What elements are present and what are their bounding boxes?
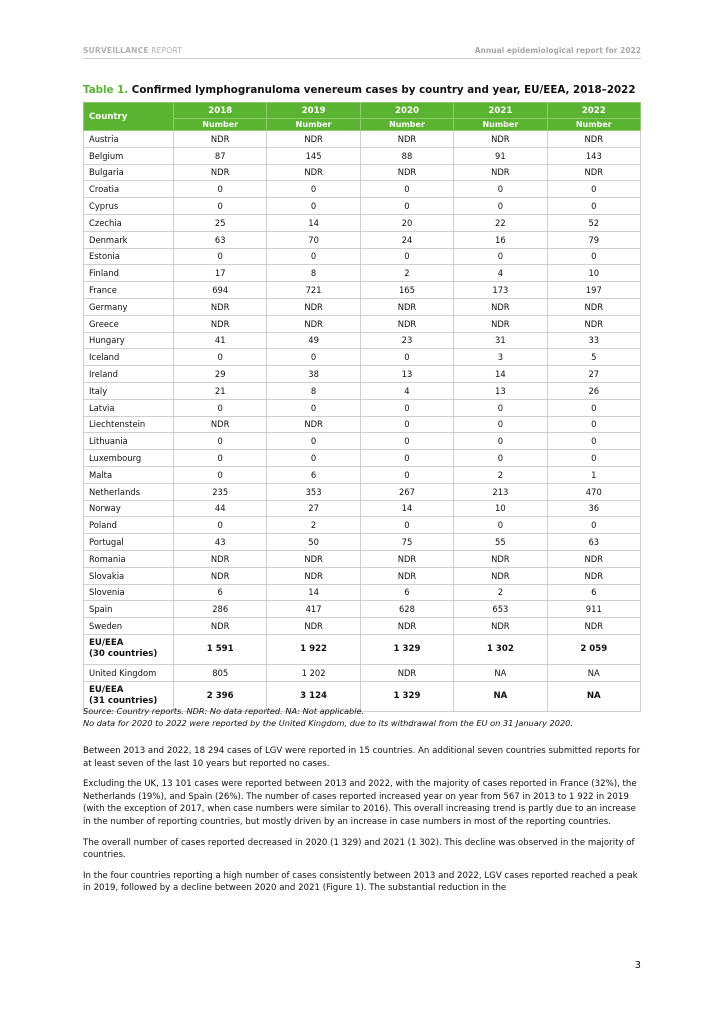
value-cell: 10 — [454, 500, 547, 517]
total-label-line: (30 countries) — [89, 649, 158, 660]
country-cell: United Kingdom — [84, 664, 174, 681]
paragraph: The overall number of cases reported decreased in 2020 (1 329) and 2021 (1 302). This decline was observed in the majority of countries. — [83, 837, 635, 861]
table-row — [84, 567, 641, 584]
value-cell: 286 — [174, 601, 267, 618]
country-cell: Slovakia — [84, 567, 174, 584]
total-label-line: (31 countries) — [89, 696, 158, 707]
value-cell: 0 — [174, 433, 267, 450]
table-row — [84, 450, 641, 467]
value-cell: 0 — [454, 450, 547, 467]
body-text — [83, 745, 643, 903]
table-notes — [83, 705, 573, 729]
paragraph: Between 2013 and 2022, 18 294 cases of LGV were reported in 15 countries. An additional seven countries submitted reports for at least seven of the last 10 years but reported no cases. — [83, 746, 641, 769]
value-cell: NDR — [547, 164, 640, 181]
table-caption — [83, 84, 636, 96]
value-cell: 29 — [174, 366, 267, 383]
table-row — [84, 664, 641, 681]
value-cell: 33 — [547, 332, 640, 349]
country-cell: Liechtenstein — [84, 416, 174, 433]
value-cell: 1 591 — [174, 634, 267, 664]
value-cell: 2 — [360, 265, 453, 282]
value-cell: NDR — [267, 131, 360, 148]
value-cell: 0 — [174, 349, 267, 366]
value-cell: 6 — [174, 584, 267, 601]
value-cell: 0 — [454, 181, 547, 198]
col-header-year: 2018 — [174, 103, 267, 119]
value-cell: 14 — [267, 214, 360, 231]
value-cell: 0 — [360, 181, 453, 198]
header-series — [83, 46, 182, 55]
table-row — [84, 366, 641, 383]
value-cell: 0 — [267, 248, 360, 265]
table-row — [84, 601, 641, 618]
value-cell: 0 — [267, 399, 360, 416]
value-cell: 63 — [547, 534, 640, 551]
value-cell: 353 — [267, 483, 360, 500]
value-cell: NDR — [454, 131, 547, 148]
table-row — [84, 517, 641, 534]
country-cell: Hungary — [84, 332, 174, 349]
country-cell: Estonia — [84, 248, 174, 265]
value-cell: NDR — [547, 315, 640, 332]
value-cell: 0 — [360, 198, 453, 215]
value-cell: 13 — [454, 382, 547, 399]
value-cell: NDR — [174, 618, 267, 635]
value-cell: 470 — [547, 483, 640, 500]
value-cell: 0 — [174, 517, 267, 534]
value-cell: NDR — [547, 550, 640, 567]
value-cell: 173 — [454, 282, 547, 299]
col-subheader-number: Number — [454, 119, 547, 131]
value-cell: NA — [454, 681, 547, 711]
value-cell: NDR — [547, 131, 640, 148]
value-cell: 87 — [174, 147, 267, 164]
value-cell: 41 — [174, 332, 267, 349]
country-cell: Netherlands — [84, 483, 174, 500]
table-caption-label: Table 1. — [83, 84, 129, 96]
paragraph: In the four countries reporting a high number of cases consistently between 2013 and 2022, LGV cases reported reached a peak in 2019, followed by a decline between 2020 and 2021 (Figure 1). The substantial reduction in the — [83, 870, 638, 894]
value-cell: 165 — [360, 282, 453, 299]
value-cell: 14 — [360, 500, 453, 517]
table-row — [84, 181, 641, 198]
value-cell: 694 — [174, 282, 267, 299]
value-cell: 2 — [454, 466, 547, 483]
value-cell: NDR — [267, 298, 360, 315]
country-cell: Germany — [84, 298, 174, 315]
table-row — [84, 147, 641, 164]
country-cell: Czechia — [84, 214, 174, 231]
header-series-rest: REPORT — [151, 46, 183, 55]
value-cell: 75 — [360, 534, 453, 551]
value-cell: NDR — [267, 550, 360, 567]
country-cell: France — [84, 282, 174, 299]
country-cell — [84, 634, 174, 664]
value-cell: 6 — [267, 466, 360, 483]
value-cell: 0 — [360, 466, 453, 483]
value-cell: NDR — [267, 315, 360, 332]
value-cell: 10 — [547, 265, 640, 282]
value-cell: 1 302 — [454, 634, 547, 664]
total-label-line: EU/EEA — [89, 638, 124, 649]
table-row — [84, 618, 641, 635]
value-cell: 0 — [547, 248, 640, 265]
country-cell: Malta — [84, 466, 174, 483]
value-cell: 0 — [174, 466, 267, 483]
value-cell: 197 — [547, 282, 640, 299]
value-cell: NDR — [360, 618, 453, 635]
value-cell: 0 — [454, 517, 547, 534]
value-cell: 0 — [267, 198, 360, 215]
value-cell: 27 — [267, 500, 360, 517]
lgv-cases-table — [83, 102, 641, 712]
value-cell: NDR — [547, 298, 640, 315]
table-row — [84, 500, 641, 517]
value-cell: 21 — [174, 382, 267, 399]
value-cell: 0 — [174, 248, 267, 265]
value-cell: 0 — [454, 433, 547, 450]
header-report-title: Annual epidemiological report for 2022 — [474, 46, 641, 55]
header-series-bold: SURVEILLANCE — [83, 46, 149, 55]
value-cell: 14 — [454, 366, 547, 383]
value-cell: 22 — [454, 214, 547, 231]
value-cell: 0 — [547, 198, 640, 215]
table-row — [84, 231, 641, 248]
country-cell: Portugal — [84, 534, 174, 551]
page-number: 3 — [634, 960, 641, 971]
table-body — [84, 131, 641, 712]
value-cell: 0 — [454, 198, 547, 215]
value-cell: 0 — [547, 450, 640, 467]
value-cell: 1 — [547, 466, 640, 483]
table-row — [84, 483, 641, 500]
col-header-year: 2020 — [360, 103, 453, 119]
table-row — [84, 634, 641, 664]
value-cell: 0 — [547, 416, 640, 433]
value-cell: 805 — [174, 664, 267, 681]
value-cell: 50 — [267, 534, 360, 551]
value-cell: 70 — [267, 231, 360, 248]
value-cell: 0 — [360, 433, 453, 450]
value-cell: 4 — [360, 382, 453, 399]
value-cell: NDR — [174, 131, 267, 148]
country-cell: Lithuania — [84, 433, 174, 450]
country-cell: Austria — [84, 131, 174, 148]
country-cell: Luxembourg — [84, 450, 174, 467]
value-cell: 0 — [454, 248, 547, 265]
table-row — [84, 584, 641, 601]
value-cell: 4 — [454, 265, 547, 282]
value-cell: 213 — [454, 483, 547, 500]
table-row — [84, 433, 641, 450]
running-header — [83, 46, 641, 59]
value-cell: NDR — [454, 567, 547, 584]
value-cell: 17 — [174, 265, 267, 282]
country-cell: Slovenia — [84, 584, 174, 601]
table-row — [84, 164, 641, 181]
country-cell: Sweden — [84, 618, 174, 635]
table-row — [84, 466, 641, 483]
value-cell: NA — [454, 664, 547, 681]
country-cell: Romania — [84, 550, 174, 567]
value-cell: 1 329 — [360, 681, 453, 711]
value-cell: 88 — [360, 147, 453, 164]
value-cell: 24 — [360, 231, 453, 248]
value-cell: 36 — [547, 500, 640, 517]
col-header-country: Country — [84, 103, 174, 131]
value-cell: 79 — [547, 231, 640, 248]
value-cell: 5 — [547, 349, 640, 366]
value-cell: 0 — [174, 181, 267, 198]
value-cell: 49 — [267, 332, 360, 349]
value-cell: 0 — [267, 181, 360, 198]
country-cell: Spain — [84, 601, 174, 618]
table-row — [84, 534, 641, 551]
country-cell: Italy — [84, 382, 174, 399]
country-cell: Ireland — [84, 366, 174, 383]
value-cell: 1 329 — [360, 634, 453, 664]
value-cell: 14 — [267, 584, 360, 601]
value-cell: 0 — [267, 433, 360, 450]
value-cell: 0 — [360, 517, 453, 534]
value-cell: 43 — [174, 534, 267, 551]
country-cell: Croatia — [84, 181, 174, 198]
value-cell: 2 059 — [547, 634, 640, 664]
value-cell: NDR — [360, 315, 453, 332]
value-cell: NDR — [547, 618, 640, 635]
country-cell: Iceland — [84, 349, 174, 366]
value-cell: 0 — [547, 517, 640, 534]
value-cell: 0 — [360, 416, 453, 433]
value-cell: NDR — [174, 567, 267, 584]
table-row — [84, 332, 641, 349]
table-row — [84, 550, 641, 567]
country-cell: Latvia — [84, 399, 174, 416]
value-cell: 0 — [360, 248, 453, 265]
col-subheader-number: Number — [174, 119, 267, 131]
value-cell: 26 — [547, 382, 640, 399]
value-cell: 235 — [174, 483, 267, 500]
table-row — [84, 214, 641, 231]
table-row — [84, 349, 641, 366]
col-subheader-number: Number — [360, 119, 453, 131]
country-cell: Cyprus — [84, 198, 174, 215]
value-cell: NDR — [174, 416, 267, 433]
value-cell: 31 — [454, 332, 547, 349]
value-cell: NDR — [267, 567, 360, 584]
value-cell: 55 — [454, 534, 547, 551]
paragraph: Excluding the UK, 13 101 cases were reported between 2013 and 2022, with the majority of cases reported in France (32%), the Netherlands (19%), and Spain (26%). The number of cases reported increased year on year from 567 in 2013 to 1 922 in 2019 (with the exception of 2017, when case numbers were similar to 2016). This overall increasing trend is partly due to an increase in the number of reporting countries, but mostly driven by an increase in case numbers in most of the reporting countries. — [83, 779, 637, 827]
total-label-line: EU/EEA — [89, 685, 124, 696]
value-cell: 911 — [547, 601, 640, 618]
country-cell: Greece — [84, 315, 174, 332]
value-cell: 13 — [360, 366, 453, 383]
value-cell: 0 — [174, 198, 267, 215]
value-cell: 0 — [174, 450, 267, 467]
value-cell: 0 — [174, 399, 267, 416]
table-note-source: Source: Country reports. NDR: No data reported. NA: Not applicable. — [83, 706, 365, 716]
value-cell: NDR — [454, 164, 547, 181]
value-cell: 0 — [267, 450, 360, 467]
value-cell: NDR — [360, 131, 453, 148]
value-cell: 52 — [547, 214, 640, 231]
value-cell: 44 — [174, 500, 267, 517]
value-cell: 2 396 — [174, 681, 267, 711]
value-cell: 23 — [360, 332, 453, 349]
table-row — [84, 298, 641, 315]
value-cell: NDR — [267, 416, 360, 433]
value-cell: 1 922 — [267, 634, 360, 664]
value-cell: 91 — [454, 147, 547, 164]
table-row — [84, 382, 641, 399]
value-cell: 0 — [547, 399, 640, 416]
value-cell: 417 — [267, 601, 360, 618]
col-subheader-number: Number — [267, 119, 360, 131]
value-cell: NDR — [360, 550, 453, 567]
value-cell: NDR — [547, 567, 640, 584]
value-cell: NDR — [174, 550, 267, 567]
value-cell: 0 — [360, 450, 453, 467]
value-cell: NDR — [454, 315, 547, 332]
value-cell: NDR — [454, 298, 547, 315]
value-cell: NDR — [174, 164, 267, 181]
value-cell: 6 — [360, 584, 453, 601]
table-note-uk: No data for 2020 to 2022 were reported by the United Kingdom, due to its withdrawal from the EU on 31 January 2020. — [83, 718, 573, 728]
table-row — [84, 282, 641, 299]
value-cell: NDR — [360, 664, 453, 681]
value-cell: 2 — [267, 517, 360, 534]
value-cell: NDR — [360, 567, 453, 584]
value-cell: NDR — [454, 550, 547, 567]
country-cell: Finland — [84, 265, 174, 282]
value-cell: 3 124 — [267, 681, 360, 711]
value-cell: 20 — [360, 214, 453, 231]
value-cell: 143 — [547, 147, 640, 164]
table-row — [84, 416, 641, 433]
value-cell: 0 — [547, 181, 640, 198]
value-cell: 16 — [454, 231, 547, 248]
value-cell: NDR — [174, 298, 267, 315]
value-cell: NDR — [267, 618, 360, 635]
table-row — [84, 198, 641, 215]
col-header-year: 2021 — [454, 103, 547, 119]
value-cell: 0 — [267, 349, 360, 366]
country-cell: Denmark — [84, 231, 174, 248]
value-cell: 0 — [547, 433, 640, 450]
country-cell: Bulgaria — [84, 164, 174, 181]
col-subheader-number: Number — [547, 119, 640, 131]
value-cell: NDR — [267, 164, 360, 181]
value-cell: 267 — [360, 483, 453, 500]
value-cell: 145 — [267, 147, 360, 164]
value-cell: 0 — [454, 399, 547, 416]
value-cell: NA — [547, 664, 640, 681]
value-cell: 8 — [267, 265, 360, 282]
country-cell: Norway — [84, 500, 174, 517]
table-row — [84, 399, 641, 416]
value-cell: 1 202 — [267, 664, 360, 681]
value-cell: 27 — [547, 366, 640, 383]
value-cell: 0 — [360, 349, 453, 366]
value-cell: NDR — [454, 618, 547, 635]
value-cell: 721 — [267, 282, 360, 299]
table-row — [84, 265, 641, 282]
value-cell: 63 — [174, 231, 267, 248]
col-header-year: 2022 — [547, 103, 640, 119]
value-cell: NDR — [360, 298, 453, 315]
table-row — [84, 248, 641, 265]
value-cell: 2 — [454, 584, 547, 601]
value-cell: 0 — [360, 399, 453, 416]
value-cell: 38 — [267, 366, 360, 383]
table-caption-text: Confirmed lymphogranuloma venereum cases by country and year, EU/EEA, 2018–2022 — [131, 84, 636, 96]
table-row — [84, 131, 641, 148]
value-cell: 653 — [454, 601, 547, 618]
value-cell: NDR — [360, 164, 453, 181]
value-cell: NA — [547, 681, 640, 711]
value-cell: NDR — [174, 315, 267, 332]
country-cell: Poland — [84, 517, 174, 534]
value-cell: 25 — [174, 214, 267, 231]
value-cell: 3 — [454, 349, 547, 366]
col-header-year: 2019 — [267, 103, 360, 119]
country-cell: Belgium — [84, 147, 174, 164]
value-cell: 0 — [454, 416, 547, 433]
table-row — [84, 315, 641, 332]
value-cell: 628 — [360, 601, 453, 618]
value-cell: 8 — [267, 382, 360, 399]
value-cell: 6 — [547, 584, 640, 601]
